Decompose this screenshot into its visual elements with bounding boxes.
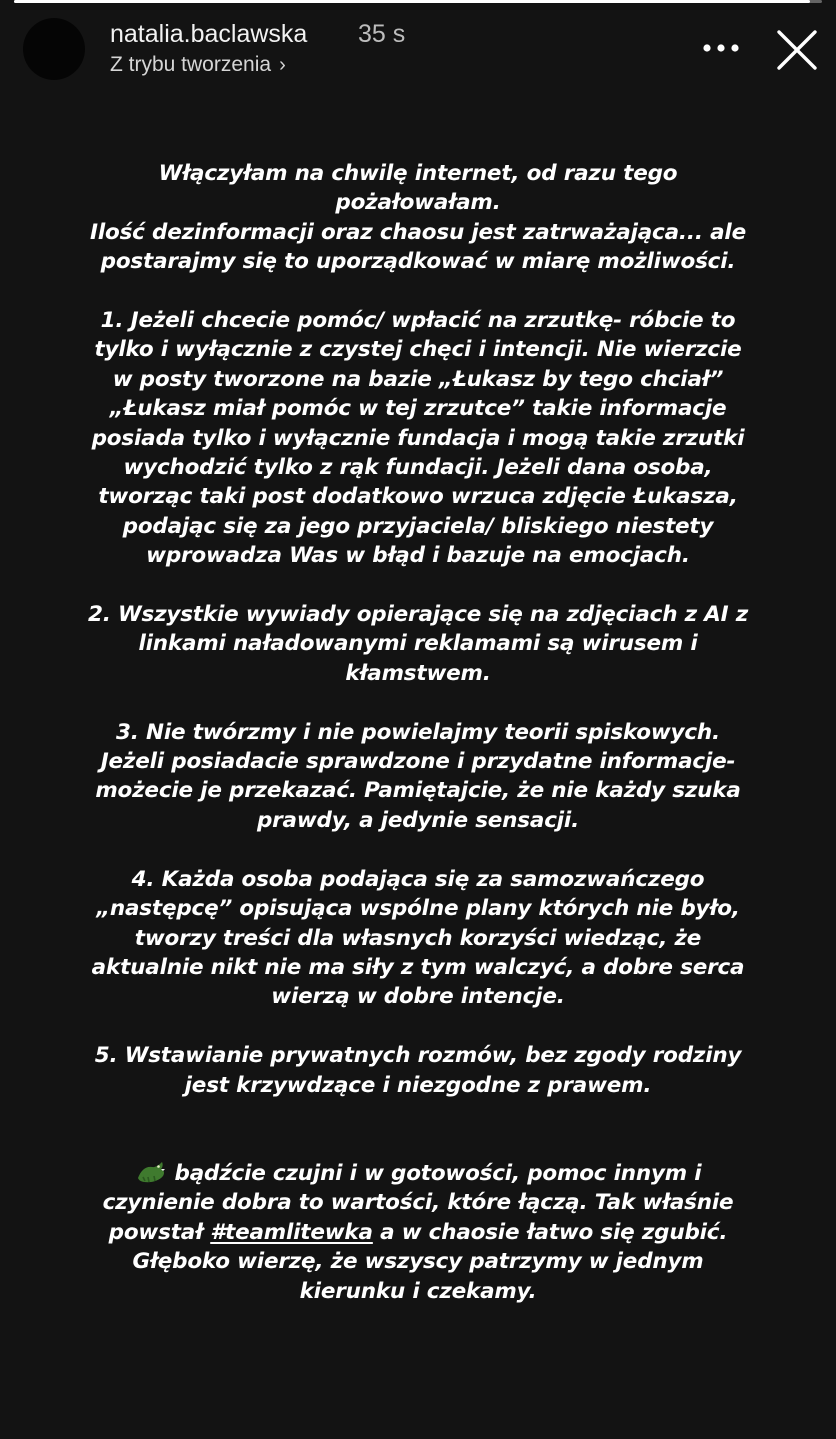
username[interactable]: natalia.baclawska: [110, 20, 308, 48]
point-1-line: posiada tylko i wyłącznie fundacja i mogą takie zrzutki: [91, 425, 745, 451]
closing-line: [40, 1158, 796, 1188]
point-4-line: „następcę” opisująca wspólne plany których nie było,: [96, 896, 740, 922]
point-1-line: wychodzić tylko z rąk fundacji. Jeżeli dana osoba,: [123, 455, 713, 481]
more-horizontal-icon: [698, 30, 744, 66]
point-2-line: 2. Wszystkie wywiady opierające się na zdjęciach z AI z: [87, 602, 749, 628]
story-progress-fill: [14, 0, 810, 3]
chevron-right-icon: ›: [279, 54, 286, 76]
closing-text: bądźcie czujni i w gotowości, pomoc innym i: [174, 1160, 702, 1186]
point-1-line: podając się za jego przyjaciela/ bliskiego niestety: [122, 513, 714, 539]
point-1-line: tworząc taki post dodatkowo wrzuca zdjęcie Łukasza,: [98, 484, 738, 510]
point-3-line: 3. Nie twórzmy i nie powielajmy teorii spiskowych.: [116, 719, 720, 745]
hashtag-link[interactable]: #teamlitewka: [210, 1219, 373, 1245]
point-5-line: 5. Wstawianie prywatnych rozmów, bez zgody rodziny: [94, 1043, 742, 1069]
create-mode-link[interactable]: [110, 51, 286, 79]
story-progress-bar: [14, 0, 822, 3]
point-4-line: 4. Każda osoba podająca się za samozwańczego: [131, 866, 705, 892]
more-options-button[interactable]: [698, 30, 744, 66]
close-icon: [773, 26, 821, 74]
closing-line: czynienie dobra to wartości, które łączą. Tak właśnie: [102, 1190, 734, 1216]
point-1-line: 1. Jeżeli chcecie pomóc/ wpłacić na zrzutkę- róbcie to: [100, 308, 736, 334]
close-button[interactable]: [773, 26, 821, 74]
avatar[interactable]: [23, 18, 85, 80]
story-text: [40, 159, 796, 1306]
closing-text: a w chaosie łatwo się zgubić.: [372, 1219, 728, 1245]
point-3-line: Jeżeli posiadacie sprawdzone i przydatne informacje-: [100, 749, 736, 775]
closing-line: kierunku i czekamy.: [299, 1278, 537, 1304]
point-1-line: wprowadza Was w błąd i bazuje na emocjach.: [146, 543, 690, 569]
point-4-line: wierzą w dobre intencje.: [271, 984, 565, 1010]
create-mode-label: Z trybu tworzenia: [110, 53, 272, 76]
point-3-line: prawdy, a jedynie sensacji.: [256, 807, 580, 833]
intro-line: Włączyłam na chwilę internet, od razu tego: [158, 161, 678, 186]
point-1-line: tylko i wyłącznie z czystej chęci i intencji. Nie wierzcie: [94, 337, 742, 363]
intro-line: pożałowałam.: [335, 190, 501, 216]
intro-line: postarajmy się to uporządkować w miarę możliwości.: [100, 249, 736, 275]
post-timestamp: 35 s: [358, 20, 406, 48]
point-4-line: aktualnie nikt nie ma siły z tym walczyć, a dobre serca: [91, 954, 745, 980]
point-3-line: możecie je przekazać. Pamiętajcie, że nie każdy szuka: [95, 778, 741, 804]
point-5-line: jest krzywdzące i niezgodne z prawem.: [184, 1072, 652, 1098]
point-1-line: „Łukasz miał pomóc w tej zrzutce” takie informacje: [109, 396, 727, 422]
point-4-line: tworzy treści dla własnych korzyści wiedząc, że: [134, 925, 702, 951]
crocodile-icon: [135, 1158, 167, 1186]
intro-line: Ilość dezinformacji oraz chaosu jest zatrważająca... ale: [90, 219, 746, 245]
closing-text: powstał: [108, 1219, 211, 1245]
closing-line: Głęboko wierzę, że wszyscy patrzymy w jednym: [132, 1249, 704, 1275]
point-2-line: linkami naładowanymi reklamami są wirusem i: [138, 631, 698, 657]
point-1-line: w posty tworzone na bazie „Łukasz by tego chciał”: [112, 366, 724, 392]
point-2-line: kłamstwem.: [345, 660, 491, 686]
closing-line: [40, 1218, 796, 1247]
